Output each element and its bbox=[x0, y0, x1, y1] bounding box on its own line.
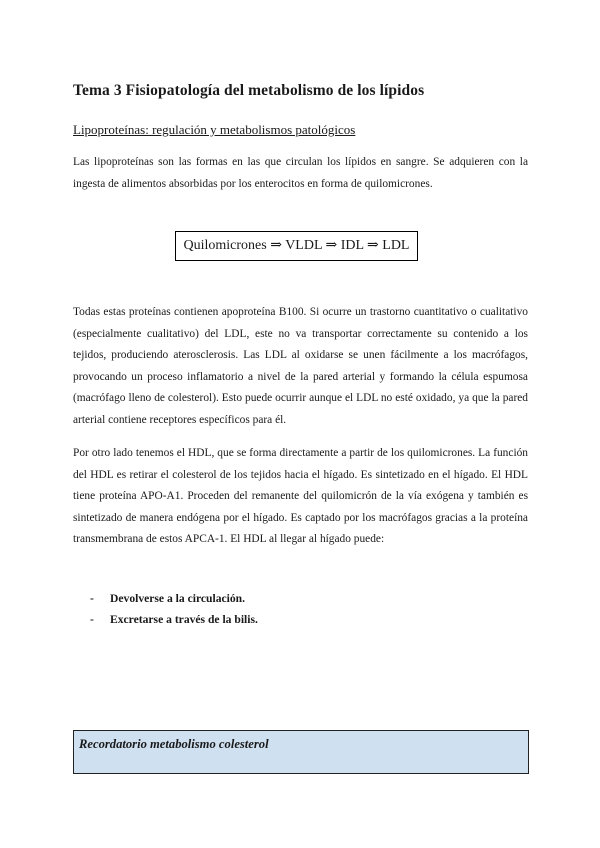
paragraph-hdl: Por otro lado tenemos el HDL, que se forma directamente a partir de los quilomicrones. La función del HDL es retirar el colesterol de los tejidos hacia el hígado. Es sintetizado en el hígado. El HDL tiene proteína APO-A1. Proceden del remanente del quilomicrón de la vía exógena y también es sintetizado de manera endógena por el hígado. Es captado por los macrófagos gracias a la proteína transmembrana de estos APCA-1. El HDL al llegar al hígado puede: bbox=[73, 447, 528, 545]
bullet-list bbox=[90, 588, 258, 630]
list-item bbox=[90, 609, 258, 630]
bullet-marker: - bbox=[90, 592, 94, 605]
list-item-text: Excretarse a través de la bilis. bbox=[110, 613, 258, 626]
paragraph-intro: Las lipoproteínas son las formas en las que circulan los lípidos en sangre. Se adquieren con la ingesta de alimentos absorbidas por los enterocitos en forma de quilomicrones. bbox=[73, 156, 528, 190]
page-title: Tema 3 Fisiopatología del metabolismo de los lípidos bbox=[73, 82, 425, 99]
reminder-title: Recordatorio metabolismo colesterol bbox=[79, 737, 269, 751]
reminder-box bbox=[73, 730, 529, 774]
paragraph-ldl: Todas estas proteínas contienen apoproteína B100. Si ocurre un trastorno cuantitativo o cualitativo (especialmente cualitativo) del LDL, este no va transportar correctamente su contenido a los tejidos, produciendo aterosclerosis. Las LDL al oxidarse se unen fácilmente a los macrófagos, provocando un proceso inflamatorio a nivel de la pared arterial y formando la célula espumosa (macrófago lleno de colesterol). Esto puede ocurrir aunque el LDL no esté oxidado, ya que la pared arterial contiene receptores específicos para él. bbox=[73, 306, 528, 426]
list-item bbox=[90, 588, 258, 609]
bullet-marker: - bbox=[90, 613, 94, 626]
formula-box: Quilomicrones ⇒ VLDL ⇒ IDL ⇒ LDL bbox=[175, 231, 418, 261]
section-subtitle: Lipoproteínas: regulación y metabolismos patológicos bbox=[73, 122, 356, 137]
list-item-text: Devolverse a la circulación. bbox=[110, 592, 246, 605]
